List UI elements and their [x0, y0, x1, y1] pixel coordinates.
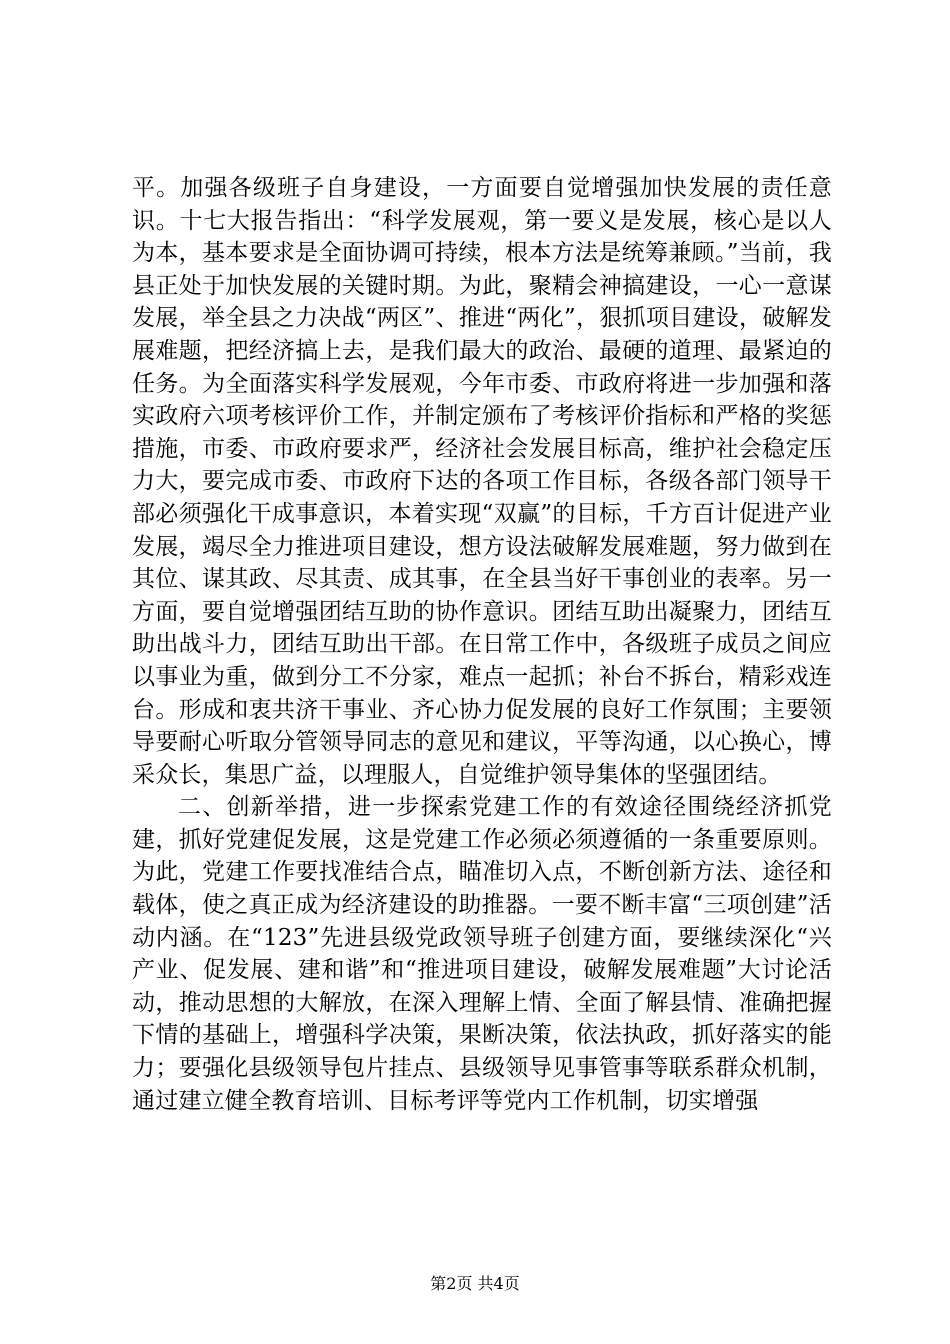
body-text [132, 172, 832, 1117]
page-footer: 第2页 共4页 [430, 1274, 520, 1293]
paragraph-continuation: 平。加强各级班子自身建设，一方面要自觉增强加快发展的责任意识。十七大报告指出：“科学发展观，第一要义是发展，核心是以人为本，基本要求是全面协调可持续，根本方法是统筹兼顾。”当前，我县正处于加快发展的关键时期。为此，聚精会神搞建设，一心一意谋发展，举全县之力决战“两区”、推进“两化”，狠抓项目建设，破解发展难题，把经济搞上去，是我们最大的政治、最硬的道理、最紧迫的任务。为全面落实科学发展观，今年市委、市政府将进一步加强和落实政府六项考核评价工作，并制定颁布了考核评价指标和严格的奖惩措施，市委、市政府要求严，经济社会发展目标高，维护社会稳定压力大，要完成市委、市政府下达的各项工作目标，各级各部门领导干部必须强化干成事意识，本着实现“双赢”的目标，千方百计促进产业发展，竭尽全力推进项目建设，想方设法破解发展难题，努力做到在其位、谋其政、尽其责、成其事，在全县当好干事创业的表率。另一方面，要自觉增强团结互助的协作意识。团结互助出凝聚力，团结互助出战斗力，团结互助出干部。在日常工作中，各级班子成员之间应以事业为重，做到分工不分家，难点一起抓；补台不拆台，精彩戏连台。形成和衷共济干事业、齐心协力促发展的良好工作氛围；主要领导要耐心听取分管领导同志的意见和建议，平等沟通，以心换心，博采众长，集思广益，以理服人，自觉维护领导集体的坚强团结。 [132, 175, 832, 788]
paragraph-section-two: 二、创新举措，进一步探索党建工作的有效途径围绕经济抓党建，抓好党建促发展，这是党建工作必须必须遵循的一条重要原则。为此，党建工作要找准结合点，瞄准切入点，不断创新方法、途径和载体，使之真正成为经济建设的助推器。一要不断丰富“三项创建”活动内涵。在“123”先进县级党政领导班子创建方面，要继续深化“兴产业、促发展、建和谐”和“推进项目建设，破解发展难题”大讨论活动，推动思想的大解放，在深入理解上情、全面了解县情、准确把握下情的基础上，增强科学决策，果断决策，依法执政，抓好落实的能力；要强化县级领导包片挂点、县级领导见事管事等联系群众机制，通过建立健全教育培训、目标考评等党内工作机制，切实增强 [132, 794, 832, 1114]
